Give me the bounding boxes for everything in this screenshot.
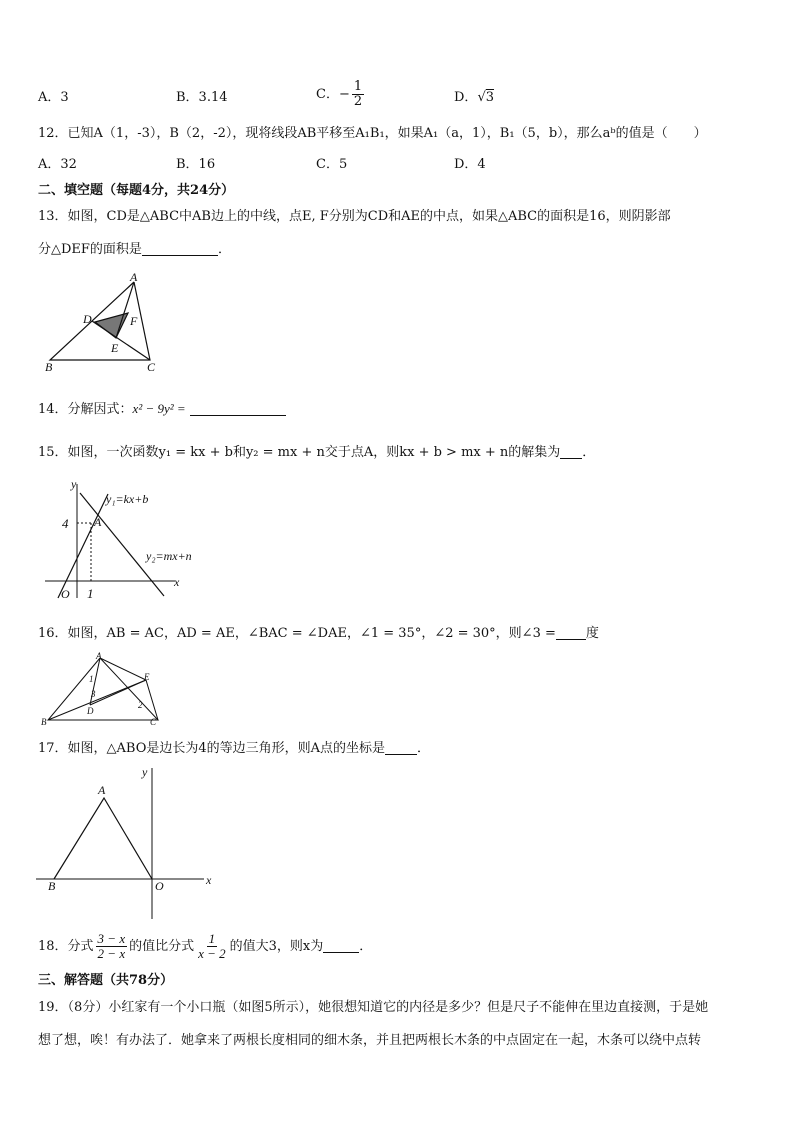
q12-option-b: B．16	[176, 157, 216, 172]
label-four: 4	[62, 516, 69, 531]
q15-end: ．	[582, 445, 596, 460]
label-angle-3: 3	[91, 689, 96, 699]
q18-fraction-2	[196, 932, 228, 960]
q12-option-a: A．32	[38, 157, 77, 172]
q15-label: 15．如图，一次函数y₁ = kx + b和y₂ = mx + n交于点A，则kx + b > mx + n的解集为	[38, 445, 561, 460]
q17-end: ．	[417, 741, 431, 756]
label-a: A	[130, 270, 138, 284]
q18-fraction-1	[96, 932, 128, 960]
q11-option-d-prefix: D．	[454, 90, 478, 105]
label-c: C	[147, 360, 156, 374]
q12-option-c: C．5	[316, 157, 348, 172]
label-x: x	[174, 575, 180, 589]
q18-end: ．	[359, 938, 373, 954]
q16-unit: 度	[585, 626, 599, 641]
label-angle-2: 2	[138, 700, 143, 710]
q11-option-b: B．3.14	[176, 90, 228, 105]
sqrt-icon: √	[477, 90, 486, 105]
q17-text	[38, 741, 430, 755]
q18-mid: 的值比分式	[129, 938, 195, 954]
q13-answer-blank[interactable]	[142, 242, 218, 256]
label-angle-1: 1	[89, 674, 94, 684]
label-o: O	[155, 879, 164, 893]
label-one: 1	[87, 586, 94, 601]
label-y: y	[71, 477, 77, 491]
fraction-numerator: 1	[353, 79, 363, 94]
q16-answer-blank[interactable]	[556, 626, 586, 640]
q11-option-c-fraction	[352, 80, 364, 108]
fraction-denominator: 2	[353, 93, 363, 109]
label-b: B	[48, 879, 56, 893]
q11-option-c	[316, 80, 366, 108]
label-d: D	[83, 312, 92, 326]
q15-answer-blank[interactable]	[560, 445, 582, 459]
label-line-y2: y₂=mx+n	[146, 549, 192, 563]
label-x: x	[206, 873, 212, 887]
q13-figure	[40, 270, 170, 375]
label-f: F	[130, 314, 138, 328]
q14-answer-blank[interactable]	[190, 402, 286, 416]
q13-line2-end: ．	[217, 242, 231, 257]
q16-text	[38, 626, 599, 640]
q11-option-d	[454, 91, 494, 104]
line-y1	[58, 494, 108, 598]
q18-answer-blank[interactable]	[323, 939, 359, 953]
q16-label: 16．如图，AB = AC，AD = AE，∠BAC = ∠DAE，∠1 = 35°，∠2 = 30°，则∠3 =	[38, 626, 556, 641]
q13-line1: 13．如图，CD是△ABC中AB边上的中线，点E, F分别为CD和AE的中点，如果△ABC的面积是16，则阴影部	[38, 209, 671, 224]
label-e: E	[144, 672, 150, 682]
q12-option-d: D．4	[454, 157, 486, 172]
q16-figure	[38, 650, 163, 728]
label-d: D	[87, 706, 94, 716]
q19-line1: 19．（8分）小红家有一个小口瓶（如图5所示），她很想知道它的内径是多少？但是尺子不能伸在里边直接测，于是她	[38, 1000, 709, 1015]
q11-option-d-radicand: 3	[485, 90, 495, 105]
q11-option-c-prefix: C．−	[316, 86, 350, 102]
q18-pre: 18．分式	[38, 938, 94, 954]
q14-expression: x² − 9y² =	[132, 401, 186, 416]
label-a: A	[94, 515, 102, 529]
q19-line2: 想了想，唉！有办法了．她拿来了两根长度相同的细木条，并且把两根长木条的中点固定在一起，木条可以绕中点转	[38, 1033, 702, 1048]
section2-title: 二、填空题（每题4分，共24分）	[38, 183, 235, 198]
q17-answer-blank[interactable]	[385, 741, 417, 755]
q15-figure	[40, 478, 190, 603]
label-line-y1: y₁=kx+b	[106, 492, 149, 506]
label-origin: O	[61, 587, 70, 601]
q17-label: 17．如图，△ABO是边长为4的等边三角形，则A点的坐标是	[38, 741, 386, 756]
label-a: A	[96, 651, 102, 661]
q14-text	[38, 402, 286, 416]
fraction-denominator: 2 − x	[97, 945, 126, 961]
triangle-abo	[54, 798, 152, 879]
q11-option-a: A．3	[38, 90, 69, 105]
triangle-abc	[48, 658, 158, 720]
label-e: E	[111, 341, 119, 355]
label-c: C	[150, 717, 157, 727]
label-y: y	[142, 765, 148, 779]
q13-line2	[38, 242, 231, 256]
q18-text	[38, 932, 372, 960]
fraction-denominator: x − 2	[198, 945, 226, 961]
fraction-numerator: 3 − x	[97, 931, 126, 946]
label-b: B	[45, 360, 53, 374]
label-b: B	[41, 717, 47, 727]
q18-post: 的值大3，则x为	[229, 938, 324, 954]
q13-line2-text: 分△DEF的面积是	[38, 242, 142, 257]
fraction-numerator: 1	[208, 931, 216, 946]
q15-text	[38, 445, 595, 459]
label-a: A	[98, 783, 106, 797]
section3-title: 三、解答题（共78分）	[38, 973, 174, 988]
segment-be	[48, 680, 146, 720]
q14-label: 14．分解因式：	[38, 402, 133, 417]
q12-text: 12．已知A（1，-3），B（2，-2），现将线段AB平移至A₁B₁，如果A₁（a，1），B₁（5，b），那么aᵇ的值是（ ）	[38, 126, 707, 141]
q17-figure	[36, 762, 221, 922]
